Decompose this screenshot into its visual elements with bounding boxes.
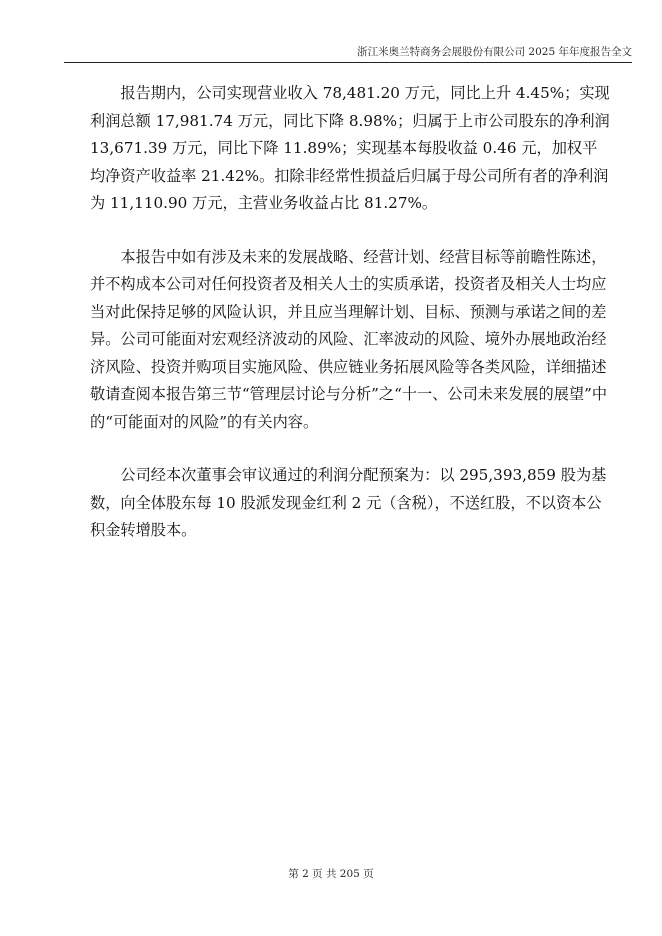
report-body — [90, 80, 610, 571]
page-number: 第 2 页 共 205 页 — [288, 868, 374, 880]
paragraph-financial-summary: 报告期内，公司实现营业收入 78,481.20 万元，同比上升 4.45%；实现利润总额 17,981.74 万元，同比下降 8.98%；归属于上市公司股东的净利润 13,671.39 万元，同比下降 11.89%；实现基本每股收益 0.46 元，加权平均净资产收益率 21.42%。扣除非经常性损益后归属于母公司所有者的净利润为 11,110.90 万元，主营业务收益占比 81.27%。 — [90, 84, 610, 212]
paragraph-forward-looking-risk: 本报告中如有涉及未来的发展战略、经营计划、经营目标等前瞻性陈述，并不构成本公司对任何投资者及相关人士的实质承诺，投资者及相关人士均应当对此保持足够的风险认识，并且应当理解计划、目标、预测与承诺之间的差异。公司可能面对宏观经济波动的风险、汇率波动的风险、境外办展地政治经济风险、投资并购项目实施风险、供应链业务拓展风险等各类风险，详细描述敬请查阅本报告第三节“管理层讨论与分析”之“十一、公司未来发展的展望”中的“可能面对的风险”的有关内容。 — [90, 247, 608, 431]
paragraph-profit-distribution: 公司经本次董事会审议通过的利润分配预案为：以 295,393,859 股为基数，向全体股东每 10 股派发现金红利 2 元（含税），不送红股，不以资本公积金转增股本。 — [90, 466, 607, 539]
header-divider — [64, 62, 632, 63]
report-header-title: 浙江米奥兰特商务会展股份有限公司 2025 年年度报告全文 — [357, 46, 632, 58]
